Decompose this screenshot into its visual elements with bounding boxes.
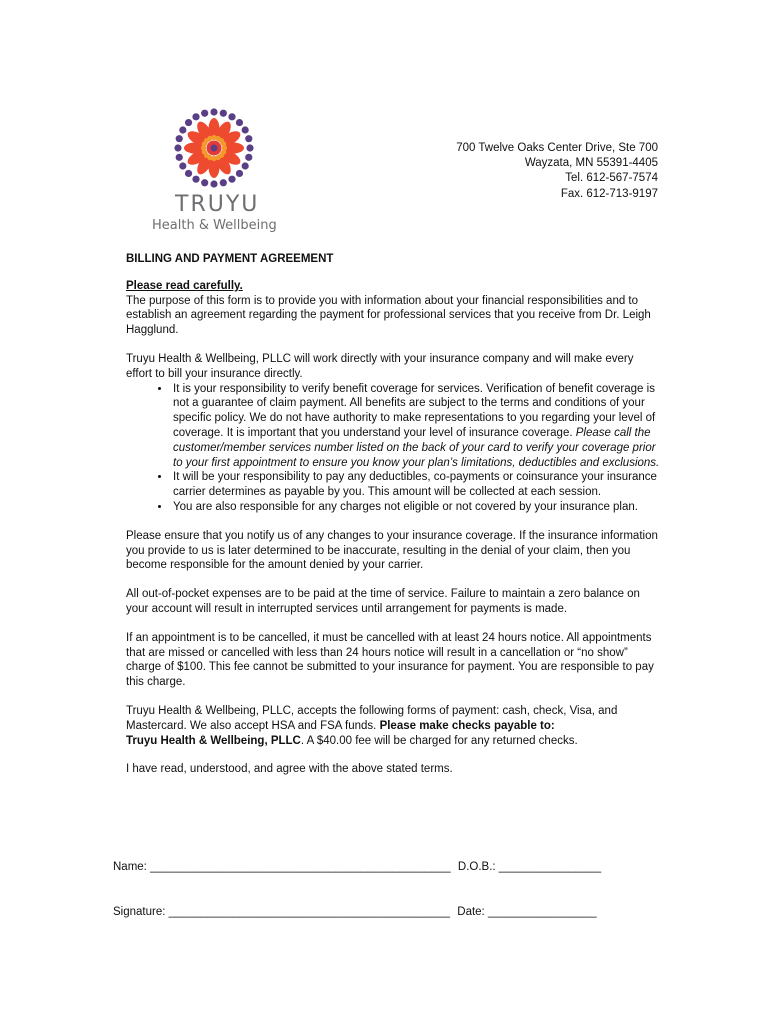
logo-dot [220, 110, 227, 117]
checks-payee: Truyu Health & Wellbeing, PLLC [126, 734, 301, 747]
payment-paragraph [126, 704, 661, 748]
logo-dot [176, 154, 183, 161]
logo-dot [176, 135, 183, 142]
dob-field[interactable]: ________________ [498, 861, 602, 873]
logo-dot [228, 113, 235, 120]
logo-dot [236, 170, 243, 177]
name-label: Name: [113, 861, 147, 873]
page-title: BILLING AND PAYMENT AGREEMENT [126, 253, 334, 265]
logo-dot [242, 162, 249, 169]
list-item [171, 382, 661, 471]
bullet-text: It is your responsibility to verify benefit coverage for services. Verification of benefit coverage is not a guarantee of claim payment. All benefits are subject to the terms and conditions of your specific policy. We do not have authority to make representations to you regarding your level of coverage. It is important that you understand your level of insurance coverage. [173, 382, 656, 439]
agreement-body [126, 252, 661, 791]
payment-text: Truyu Health & Wellbeing, PLLC, accepts the following forms of payment: cash, check, Visa, and Mastercard. We also accept HSA and FSA funds. [126, 704, 618, 732]
returned-check-fee: . A $40.00 fee will be charged for any returned checks. [300, 734, 578, 747]
logo-dot [245, 154, 252, 161]
list-item: • You are also responsible for any charges not eligible or not covered by your insurance plan. [171, 500, 661, 515]
agreement-statement: I have read, understood, and agree with the above stated terms. [126, 763, 453, 776]
name-dob-row [113, 861, 601, 873]
logo-dot [246, 144, 253, 151]
date-label: Date: [457, 906, 485, 918]
logo-dot [210, 108, 217, 115]
bullet-italic-text: Please call the customer/member services number listed on the back of your card to verify your coverage prior to your first appointment to ensure you know your plan’s limitations, deductibles and exclusions. [173, 426, 660, 469]
checks-payable-label: Please make checks payable to: [379, 719, 555, 732]
flower-logo-icon [170, 106, 258, 194]
logo-dot [201, 110, 208, 117]
list-item: • It will be your responsibility to pay any deductibles, co-payments or coinsurance your insurance carrier determines as payable by you. This amount will be collected at each session. [171, 470, 661, 500]
logo-dot [174, 144, 181, 151]
logo-dot [185, 119, 192, 126]
logo-dot [220, 179, 227, 186]
logo-wordmark: TRUYU [175, 192, 260, 217]
name-field[interactable]: _______________________________________________ [150, 861, 451, 873]
address-fax: Fax. 612-713-9197 [560, 187, 658, 200]
logo-dot [210, 180, 217, 187]
out-of-pocket-paragraph: All out-of-pocket expenses are to be paid at the time of service. Failure to maintain a zero balance on your account will result in interrupted services until arrangement for payments is made. [126, 588, 640, 615]
practice-address [456, 141, 658, 202]
logo-dot [192, 176, 199, 183]
address-phone: Tel. 612-567-7574 [565, 172, 658, 185]
cancellation-paragraph: If an appointment is to be cancelled, it must be cancelled with at least 24 hours notice. All appointments that are missed or cancelled with less than 24 hours notice will result in a cancellation or “no show” charge of $100. This fee cannot be submitted to your insurance for payment. You are responsible to pay this charge. [126, 631, 654, 689]
responsibility-list [126, 382, 661, 515]
logo-dot [236, 119, 243, 126]
logo-subtitle: Health & Wellbeing [152, 218, 277, 233]
logo-dot [185, 170, 192, 177]
logo-ring-dot [221, 141, 226, 146]
logo-dot [245, 135, 252, 142]
dob-label: D.O.B.: [457, 861, 496, 873]
signature-label: Signature: [113, 906, 166, 918]
date-field[interactable]: _________________ [487, 906, 597, 918]
read-carefully-heading: Please read carefully. [126, 279, 243, 292]
logo-center-dot [211, 145, 218, 152]
notify-paragraph: Please ensure that you notify us of any changes to your insurance coverage. If the insurance information you provide to us is later determined to be inaccurate, resulting in the denial of your claim, then you become responsible for the amount denied by your carrier. [126, 529, 658, 572]
address-city: Wayzata, MN 55391-4405 [524, 157, 658, 170]
logo-dot [242, 126, 249, 133]
address-street: 700 Twelve Oaks Center Drive, Ste 700 [456, 142, 658, 154]
logo-dot [192, 113, 199, 120]
logo-dot [179, 162, 186, 169]
logo-dot [228, 176, 235, 183]
intro-paragraph: The purpose of this form is to provide you with information about your financial responsibilities and to establish an agreement regarding the payment for professional services that you receive from Dr. Leigh Hagglund. [126, 294, 651, 337]
signature-field[interactable]: ____________________________________________ [168, 906, 451, 918]
logo-dot [201, 179, 208, 186]
insurance-paragraph: Truyu Health & Wellbeing, PLLC will work directly with your insurance company and will make every effort to bill your insurance directly. [126, 352, 634, 380]
signature-date-row [113, 906, 597, 918]
logo-dot [179, 126, 186, 133]
